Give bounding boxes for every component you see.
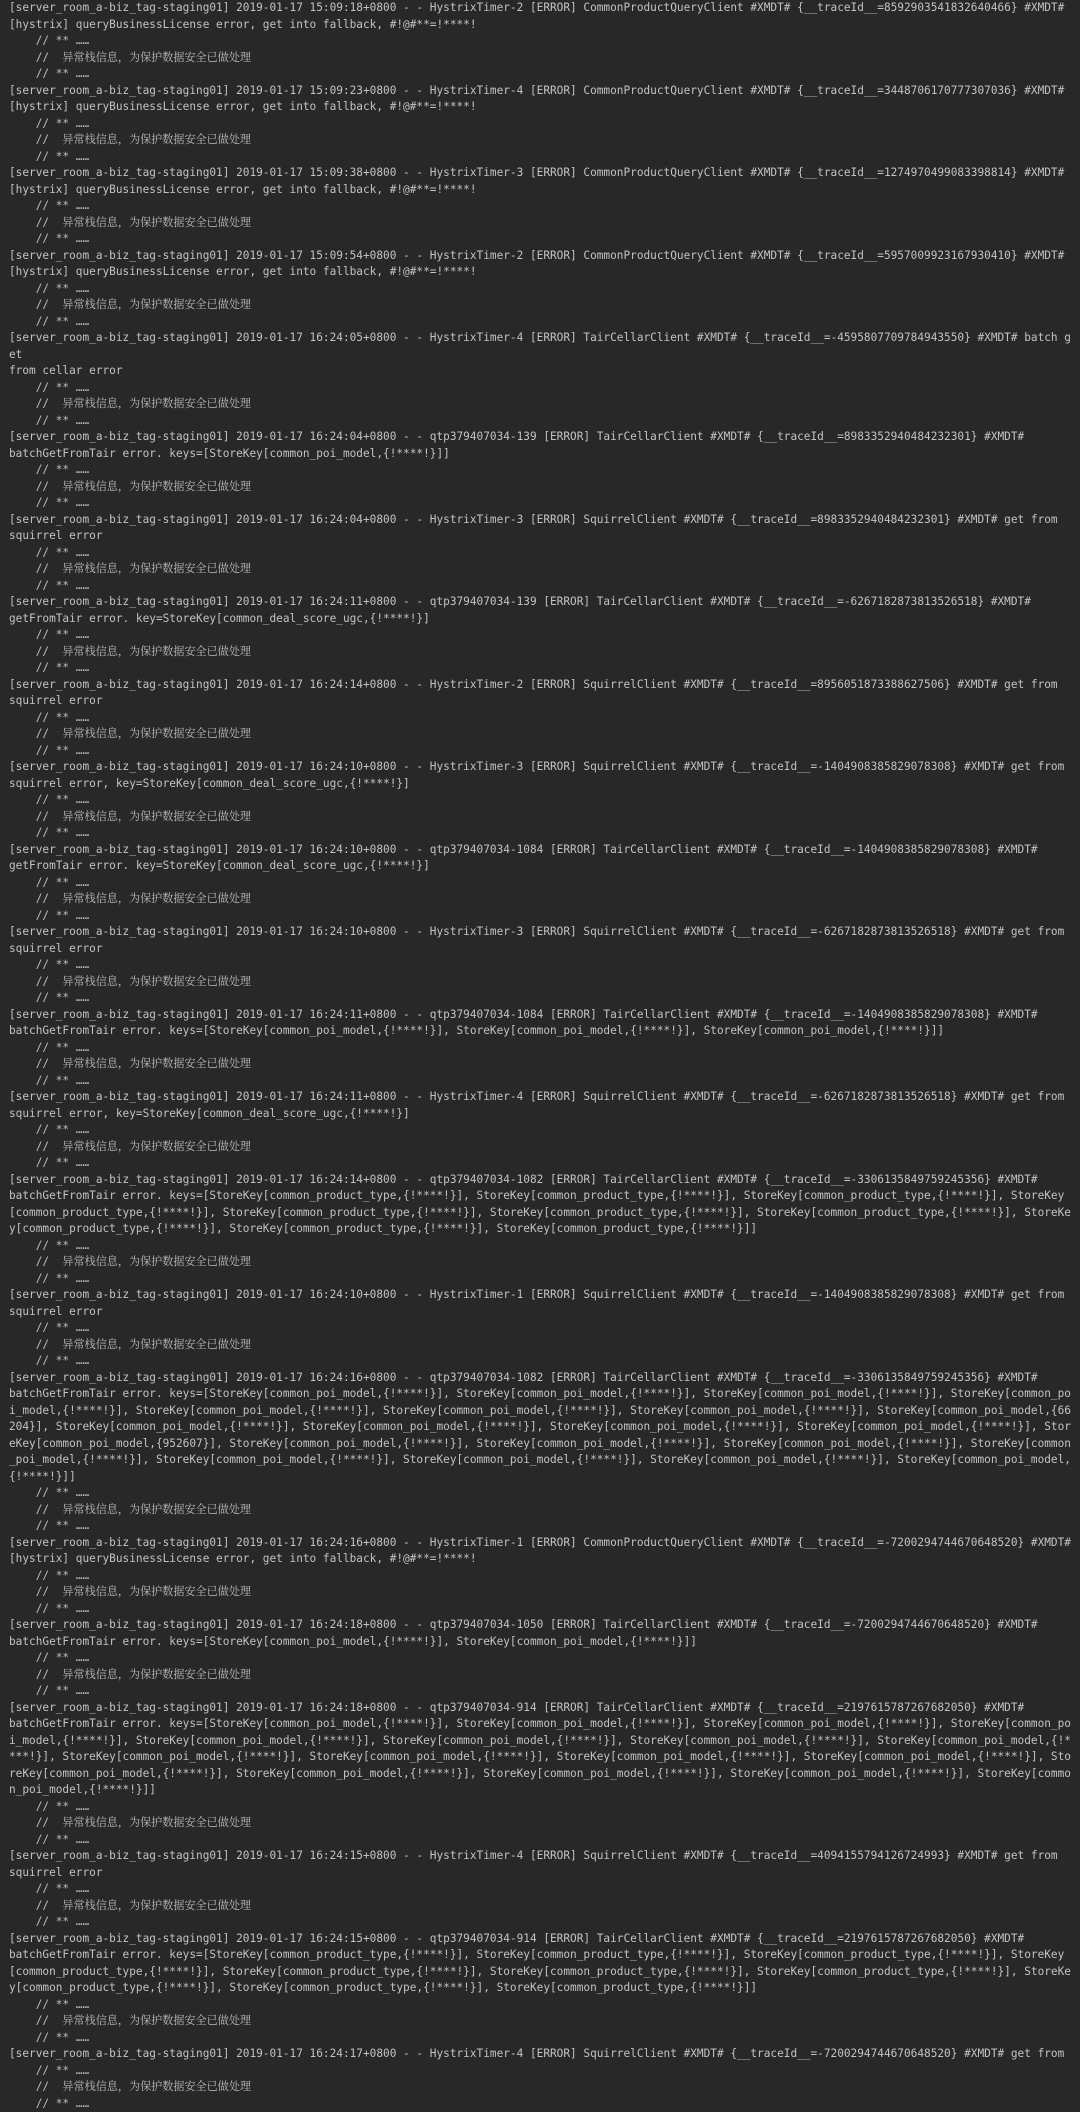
log-header-line: [server_room_a-biz_tag-staging01] 2019-01-17 16:24:14+0800 - - HystrixTimer-2 [ERROR] SquirrelClient #XMDT# {__traceId__=8956051873388627506} #XMDT# get from [9, 677, 1074, 694]
log-entry [9, 759, 1074, 842]
comment-close-line: // ** …… [9, 1518, 1074, 1535]
comment-open-line: // ** …… [9, 957, 1074, 974]
log-header-line: [server_room_a-biz_tag-staging01] 2019-01-17 16:24:05+0800 - - HystrixTimer-4 [ERROR] TairCellarClient #XMDT# {__traceId__=-4595807709784943550} #XMDT# batch get [9, 330, 1074, 363]
comment-message-line: // 异常栈信息，为保护数据安全已做处理 [9, 1584, 1074, 1601]
comment-close-line: // ** …… [9, 495, 1074, 512]
comment-open-line: // ** …… [9, 792, 1074, 809]
comment-open-line: // ** …… [9, 1238, 1074, 1255]
log-message-line: [hystrix] queryBusinessLicense error, get into fallback, #!@#**=!****! [9, 1551, 1074, 1568]
comment-message-line: // 异常栈信息，为保护数据安全已做处理 [9, 1056, 1074, 1073]
comment-open-line: // ** …… [9, 1485, 1074, 1502]
comment-open-line: // ** …… [9, 116, 1074, 133]
log-entry [9, 1007, 1074, 1090]
log-entry [9, 83, 1074, 166]
comment-open-line: // ** …… [9, 1040, 1074, 1057]
comment-open-line: // ** …… [9, 1568, 1074, 1585]
log-entry [9, 842, 1074, 925]
comment-message-line: // 异常栈信息，为保护数据安全已做处理 [9, 1139, 1074, 1156]
comment-open-line: // ** …… [9, 198, 1074, 215]
comment-message-line: // 异常栈信息，为保护数据安全已做处理 [9, 1502, 1074, 1519]
log-message-line: squirrel error [9, 941, 1074, 958]
log-message-line: [hystrix] queryBusinessLicense error, get into fallback, #!@#**=!****! [9, 264, 1074, 281]
comment-open-line: // ** …… [9, 545, 1074, 562]
comment-message-line: // 异常栈信息，为保护数据安全已做处理 [9, 132, 1074, 149]
comment-close-line: // ** …… [9, 149, 1074, 166]
log-entry [9, 512, 1074, 595]
comment-message-line: // 异常栈信息，为保护数据安全已做处理 [9, 2079, 1074, 2096]
log-header-line: [server_room_a-biz_tag-staging01] 2019-01-17 16:24:11+0800 - - qtp379407034-1084 [ERROR] TairCellarClient #XMDT# {__traceId__=-1404908385829078308} #XMDT# [9, 1007, 1074, 1024]
log-entry [9, 1287, 1074, 1370]
comment-open-line: // ** …… [9, 1650, 1074, 1667]
log-message-line: from cellar error [9, 363, 1074, 380]
comment-close-line: // ** …… [9, 660, 1074, 677]
log-header-line: [server_room_a-biz_tag-staging01] 2019-01-17 16:24:04+0800 - - HystrixTimer-3 [ERROR] SquirrelClient #XMDT# {__traceId__=8983352940484232301} #XMDT# get from [9, 512, 1074, 529]
log-message-line: getFromTair error. key=StoreKey[common_deal_score_ugc,{!****!}] [9, 611, 1074, 628]
log-entry [9, 1848, 1074, 1931]
log-message-line: batchGetFromTair error. keys=[StoreKey[common_poi_model,{!****!}], StoreKey[common_poi_model,{!****!}], StoreKey[common_poi_model,{!****!}], StoreKey[common_poi_model,{!****!}], StoreKey[common_poi_model,{!****!}], StoreKey[common_poi_model,{!****!}], StoreKey[common_poi_model,{!****!}], StoreKey[common_poi_model,{66204}], StoreKey[common_poi_model,{!****!}], StoreKey[common_poi_model,{!****!}], StoreKey[common_poi_model,{!****!}], StoreKey[common_poi_model,{!****!}], StoreKey[common_poi_model,{952607}], StoreKey[common_poi_model,{!****!}], StoreKey[common_poi_model,{!****!}], StoreKey[common_poi_model,{!****!}], StoreKey[common_poi_model,{!****!}], StoreKey[common_poi_model,{!****!}], StoreKey[common_poi_model,{!****!}], StoreKey[common_poi_model,{!****!}], StoreKey[common_poi_model,{!****!}]] [9, 1386, 1074, 1485]
log-entry [9, 924, 1074, 1007]
log-message-line: [hystrix] queryBusinessLicense error, get into fallback, #!@#**=!****! [9, 17, 1074, 34]
comment-close-line: // ** …… [9, 231, 1074, 248]
comment-close-line: // ** …… [9, 1155, 1074, 1172]
comment-close-line: // ** …… [9, 1832, 1074, 1849]
log-header-line: [server_room_a-biz_tag-staging01] 2019-01-17 16:24:10+0800 - - qtp379407034-1084 [ERROR] TairCellarClient #XMDT# {__traceId__=-1404908385829078308} #XMDT# [9, 842, 1074, 859]
log-header-line: [server_room_a-biz_tag-staging01] 2019-01-17 16:24:10+0800 - - HystrixTimer-3 [ERROR] SquirrelClient #XMDT# {__traceId__=-6267182873813526518} #XMDT# get from [9, 924, 1074, 941]
comment-open-line: // ** …… [9, 1997, 1074, 2014]
log-message-line: batchGetFromTair error. keys=[StoreKey[common_poi_model,{!****!}]] [9, 446, 1074, 463]
log-entry [9, 429, 1074, 512]
log-entry [9, 330, 1074, 429]
comment-open-line: // ** …… [9, 380, 1074, 397]
comment-open-line: // ** …… [9, 33, 1074, 50]
comment-message-line: // 异常栈信息，为保护数据安全已做处理 [9, 891, 1074, 908]
comment-open-line: // ** …… [9, 1799, 1074, 1816]
log-header-line: [server_room_a-biz_tag-staging01] 2019-01-17 16:24:10+0800 - - HystrixTimer-3 [ERROR] SquirrelClient #XMDT# {__traceId__=-1404908385829078308} #XMDT# get from [9, 759, 1074, 776]
comment-open-line: // ** …… [9, 627, 1074, 644]
log-message-line: squirrel error [9, 528, 1074, 545]
comment-message-line: // 异常栈信息，为保护数据安全已做处理 [9, 1815, 1074, 1832]
log-message-line: squirrel error [9, 693, 1074, 710]
comment-message-line: // 异常栈信息，为保护数据安全已做处理 [9, 644, 1074, 661]
comment-close-line: // ** …… [9, 2030, 1074, 2047]
log-entry [9, 1172, 1074, 1288]
comment-message-line: // 异常栈信息，为保护数据安全已做处理 [9, 1898, 1074, 1915]
log-header-line: [server_room_a-biz_tag-staging01] 2019-01-17 16:24:15+0800 - - HystrixTimer-4 [ERROR] SquirrelClient #XMDT# {__traceId__=4094155794126724993} #XMDT# get from [9, 1848, 1074, 1865]
comment-close-line: // ** …… [9, 908, 1074, 925]
comment-close-line: // ** …… [9, 1683, 1074, 1700]
comment-close-line: // ** …… [9, 413, 1074, 430]
comment-open-line: // ** …… [9, 710, 1074, 727]
log-message-line: batchGetFromTair error. keys=[StoreKey[common_poi_model,{!****!}], StoreKey[common_poi_model,{!****!}], StoreKey[common_poi_model,{!****!}]] [9, 1023, 1074, 1040]
log-header-line: [server_room_a-biz_tag-staging01] 2019-01-17 15:09:54+0800 - - HystrixTimer-2 [ERROR] CommonProductQueryClient #XMDT# {__traceId__=5957009923167930410} #XMDT# [9, 248, 1074, 265]
log-message-line: batchGetFromTair error. keys=[StoreKey[common_product_type,{!****!}], StoreKey[common_product_type,{!****!}], StoreKey[common_product_type,{!****!}], StoreKey[common_product_type,{!****!}], StoreKey[common_product_type,{!****!}], StoreKey[common_product_type,{!****!}], StoreKey[common_product_type,{!****!}], StoreKey[common_product_type,{!****!}], StoreKey[common_product_type,{!****!}], StoreKey[common_product_type,{!****!}]] [9, 1947, 1074, 1997]
log-entry [9, 2046, 1074, 2112]
log-header-line: [server_room_a-biz_tag-staging01] 2019-01-17 16:24:11+0800 - - qtp379407034-139 [ERROR] TairCellarClient #XMDT# {__traceId__=-6267182873813526518} #XMDT# [9, 594, 1074, 611]
log-header-line: [server_room_a-biz_tag-staging01] 2019-01-17 15:09:38+0800 - - HystrixTimer-3 [ERROR] CommonProductQueryClient #XMDT# {__traceId__=1274970499083398814} #XMDT# [9, 165, 1074, 182]
comment-close-line: // ** …… [9, 825, 1074, 842]
comment-close-line: // ** …… [9, 1073, 1074, 1090]
log-message-line: [hystrix] queryBusinessLicense error, get into fallback, #!@#**=!****! [9, 99, 1074, 116]
log-entry [9, 1931, 1074, 2047]
log-message-line: batchGetFromTair error. keys=[StoreKey[common_poi_model,{!****!}], StoreKey[common_poi_model,{!****!}]] [9, 1634, 1074, 1651]
log-header-line: [server_room_a-biz_tag-staging01] 2019-01-17 16:24:18+0800 - - qtp379407034-1050 [ERROR] TairCellarClient #XMDT# {__traceId__=-7200294744670648520} #XMDT# [9, 1617, 1074, 1634]
log-entry [9, 248, 1074, 331]
log-header-line: [server_room_a-biz_tag-staging01] 2019-01-17 16:24:16+0800 - - HystrixTimer-1 [ERROR] CommonProductQueryClient #XMDT# {__traceId__=-7200294744670648520} #XMDT# [9, 1535, 1074, 1552]
comment-message-line: // 异常栈信息，为保护数据安全已做处理 [9, 50, 1074, 67]
comment-open-line: // ** …… [9, 281, 1074, 298]
log-header-line: [server_room_a-biz_tag-staging01] 2019-01-17 16:24:14+0800 - - qtp379407034-1082 [ERROR] TairCellarClient #XMDT# {__traceId__=-3306135849759245356} #XMDT# [9, 1172, 1074, 1189]
comment-close-line: // ** …… [9, 314, 1074, 331]
comment-open-line: // ** …… [9, 875, 1074, 892]
comment-open-line: // ** …… [9, 1122, 1074, 1139]
log-message-line: getFromTair error. key=StoreKey[common_deal_score_ugc,{!****!}] [9, 858, 1074, 875]
comment-message-line: // 异常栈信息，为保护数据安全已做处理 [9, 479, 1074, 496]
comment-message-line: // 异常栈信息，为保护数据安全已做处理 [9, 974, 1074, 991]
log-message-line: [hystrix] queryBusinessLicense error, get into fallback, #!@#**=!****! [9, 182, 1074, 199]
comment-open-line: // ** …… [9, 462, 1074, 479]
comment-close-line: // ** …… [9, 1914, 1074, 1931]
comment-open-line: // ** …… [9, 2063, 1074, 2080]
comment-message-line: // 异常栈信息，为保护数据安全已做处理 [9, 297, 1074, 314]
log-header-line: [server_room_a-biz_tag-staging01] 2019-01-17 15:09:18+0800 - - HystrixTimer-2 [ERROR] CommonProductQueryClient #XMDT# {__traceId__=8592903541832640466} #XMDT# [9, 0, 1074, 17]
comment-message-line: // 异常栈信息，为保护数据安全已做处理 [9, 1254, 1074, 1271]
log-entry [9, 1535, 1074, 1618]
comment-close-line: // ** …… [9, 990, 1074, 1007]
log-message-line: batchGetFromTair error. keys=[StoreKey[common_product_type,{!****!}], StoreKey[common_product_type,{!****!}], StoreKey[common_product_type,{!****!}], StoreKey[common_product_type,{!****!}], StoreKey[common_product_type,{!****!}], StoreKey[common_product_type,{!****!}], StoreKey[common_product_type,{!****!}], StoreKey[common_product_type,{!****!}], StoreKey[common_product_type,{!****!}], StoreKey[common_product_type,{!****!}]] [9, 1188, 1074, 1238]
comment-close-line: // ** …… [9, 743, 1074, 760]
log-message-line: squirrel error [9, 1865, 1074, 1882]
comment-message-line: // 异常栈信息，为保护数据安全已做处理 [9, 561, 1074, 578]
log-entry [9, 677, 1074, 760]
comment-message-line: // 异常栈信息，为保护数据安全已做处理 [9, 215, 1074, 232]
log-entry [9, 1370, 1074, 1535]
comment-close-line: // ** …… [9, 1601, 1074, 1618]
comment-message-line: // 异常栈信息，为保护数据安全已做处理 [9, 1337, 1074, 1354]
comment-message-line: // 异常栈信息，为保护数据安全已做处理 [9, 809, 1074, 826]
comment-close-line: // ** …… [9, 1271, 1074, 1288]
log-header-line: [server_room_a-biz_tag-staging01] 2019-01-17 16:24:04+0800 - - qtp379407034-139 [ERROR] TairCellarClient #XMDT# {__traceId__=8983352940484232301} #XMDT# [9, 429, 1074, 446]
log-header-line: [server_room_a-biz_tag-staging01] 2019-01-17 16:24:15+0800 - - qtp379407034-914 [ERROR] TairCellarClient #XMDT# {__traceId__=2197615787267682050} #XMDT# [9, 1931, 1074, 1948]
log-message-line: squirrel error, key=StoreKey[common_deal_score_ugc,{!****!}] [9, 1106, 1074, 1123]
log-entry [9, 1700, 1074, 1849]
comment-message-line: // 异常栈信息，为保护数据安全已做处理 [9, 396, 1074, 413]
comment-close-line: // ** …… [9, 66, 1074, 83]
log-message-line: batchGetFromTair error. keys=[StoreKey[common_poi_model,{!****!}], StoreKey[common_poi_model,{!****!}], StoreKey[common_poi_model,{!****!}], StoreKey[common_poi_model,{!****!}], StoreKey[common_poi_model,{!****!}], StoreKey[common_poi_model,{!****!}], StoreKey[common_poi_model,{!****!}], StoreKey[common_poi_model,{!****!}], StoreKey[common_poi_model,{!****!}], StoreKey[common_poi_model,{!****!}], StoreKey[common_poi_model,{!****!}], StoreKey[common_poi_model,{!****!}], StoreKey[common_poi_model,{!****!}], StoreKey[common_poi_model,{!****!}], StoreKey[common_poi_model,{!****!}], StoreKey[common_poi_model,{!****!}], StoreKey[common_poi_model,{!****!}]] [9, 1716, 1074, 1799]
comment-message-line: // 异常栈信息，为保护数据安全已做处理 [9, 2013, 1074, 2030]
comment-open-line: // ** …… [9, 1320, 1074, 1337]
log-header-line: [server_room_a-biz_tag-staging01] 2019-01-17 16:24:11+0800 - - HystrixTimer-4 [ERROR] SquirrelClient #XMDT# {__traceId__=-6267182873813526518} #XMDT# get from [9, 1089, 1074, 1106]
log-header-line: [server_room_a-biz_tag-staging01] 2019-01-17 16:24:18+0800 - - qtp379407034-914 [ERROR] TairCellarClient #XMDT# {__traceId__=2197615787267682050} #XMDT# [9, 1700, 1074, 1717]
comment-message-line: // 异常栈信息，为保护数据安全已做处理 [9, 726, 1074, 743]
log-header-line: [server_room_a-biz_tag-staging01] 2019-01-17 16:24:10+0800 - - HystrixTimer-1 [ERROR] SquirrelClient #XMDT# {__traceId__=-1404908385829078308} #XMDT# get from [9, 1287, 1074, 1304]
comment-close-line: // ** …… [9, 1353, 1074, 1370]
log-message-line: squirrel error, key=StoreKey[common_deal_score_ugc,{!****!}] [9, 776, 1074, 793]
log-entry [9, 594, 1074, 677]
log-message-line: squirrel error [9, 1304, 1074, 1321]
log-header-line: [server_room_a-biz_tag-staging01] 2019-01-17 15:09:23+0800 - - HystrixTimer-4 [ERROR] CommonProductQueryClient #XMDT# {__traceId__=3448706170777307036} #XMDT# [9, 83, 1074, 100]
log-header-line: [server_room_a-biz_tag-staging01] 2019-01-17 16:24:17+0800 - - HystrixTimer-4 [ERROR] SquirrelClient #XMDT# {__traceId__=-7200294744670648520} #XMDT# get from [9, 2046, 1074, 2063]
log-entry [9, 0, 1074, 83]
comment-close-line: // ** …… [9, 2096, 1074, 2112]
log-entry [9, 1089, 1074, 1172]
comment-message-line: // 异常栈信息，为保护数据安全已做处理 [9, 1667, 1074, 1684]
comment-open-line: // ** …… [9, 1881, 1074, 1898]
log-header-line: [server_room_a-biz_tag-staging01] 2019-01-17 16:24:16+0800 - - qtp379407034-1082 [ERROR] TairCellarClient #XMDT# {__traceId__=-3306135849759245356} #XMDT# [9, 1370, 1074, 1387]
log-entry [9, 165, 1074, 248]
comment-close-line: // ** …… [9, 578, 1074, 595]
log-entry [9, 1617, 1074, 1700]
